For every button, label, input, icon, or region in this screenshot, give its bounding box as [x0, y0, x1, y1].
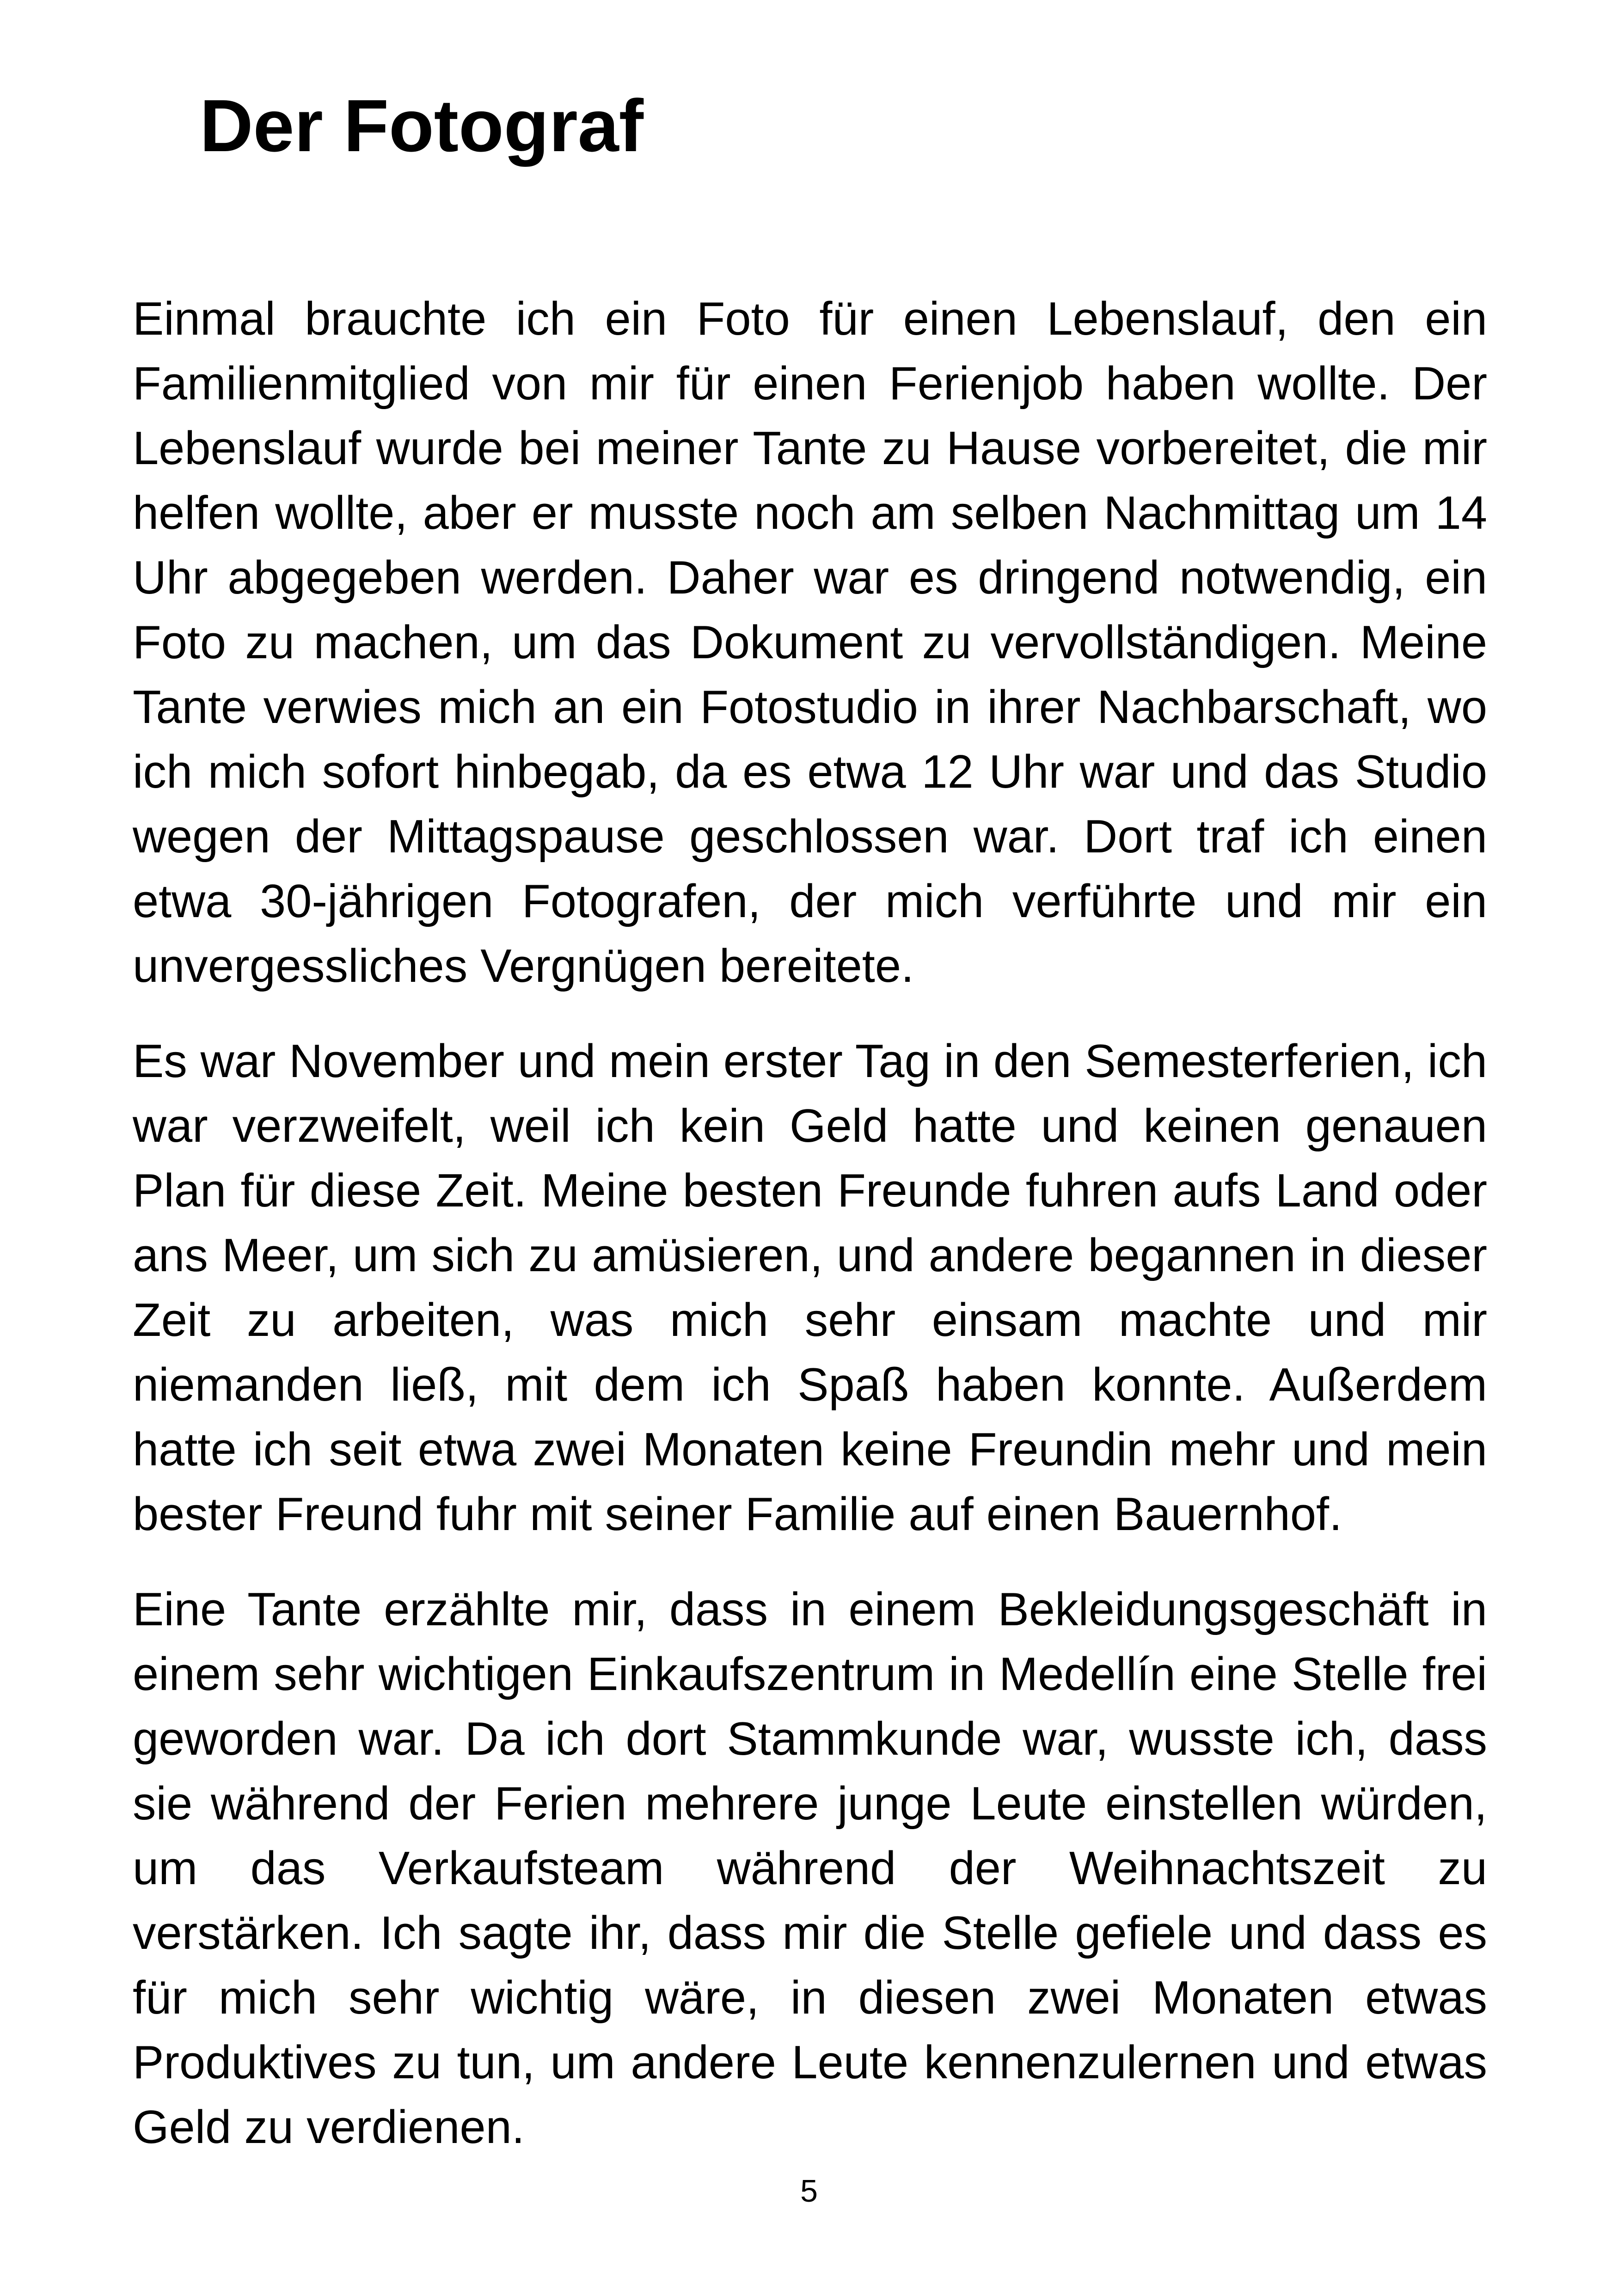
- paragraph-2: Es war November und mein erster Tag in den Semesterferien, ich war verzweifelt, weil ich kein Geld hatte und keinen genauen Plan für diese Zeit. Meine besten Freunde fuhren aufs Land oder ans Meer, um sich zu amüsieren, und andere begannen in dieser Zeit zu arbeiten, was mich sehr einsam machte und mir niemanden ließ, mit dem ich Spaß haben konnte. Außerdem hatte ich seit etwa zwei Monaten keine Freundin mehr und mein bester Freund fuhr mit seiner Familie auf einen Bauernhof.: [133, 1035, 1487, 1540]
- paragraph-1: Einmal brauchte ich ein Foto für einen Lebenslauf, den ein Familienmitglied von mir für einen Ferienjob haben wollte. Der Lebenslauf wurde bei meiner Tante zu Hause vorbereitet, die mir helfen wollte, aber er musste noch am selben Nachmittag um 14 Uhr abgegeben werden. Daher war es dringend notwendig, ein Foto zu machen, um das Dokument zu vervollständigen. Meine Tante verwies mich an ein Fotostudio in ihrer Nachbarschaft, wo ich mich sofort hinbegab, da es etwa 12 Uhr war und das Studio wegen der Mittagspause geschlossen war. Dort traf ich einen etwa 30-jährigen Fotografen, der mich verführte und mir ein unvergessliches Vergnügen bereitete.: [133, 293, 1487, 992]
- paragraph-3: Eine Tante erzählte mir, dass in einem Bekleidungsgeschäft in einem sehr wichtigen Einkaufszentrum in Medellín eine Stelle frei geworden war. Da ich dort Stammkunde war, wusste ich, dass sie während der Ferien mehrere junge Leute einstellen würden, um das Verkaufsteam während der Weihnachtszeit zu verstärken. Ich sagte ihr, dass mir die Stelle gefiele und dass es für mich sehr wichtig wäre, in diesen zwei Monaten etwas Produktives zu tun, um andere Leute kennenzulernen und etwas Geld zu verdienen.: [133, 1584, 1487, 2153]
- body-text: [133, 287, 1487, 2190]
- page-number: 5: [800, 2174, 818, 2209]
- page-title: Der Fotograf: [200, 84, 644, 167]
